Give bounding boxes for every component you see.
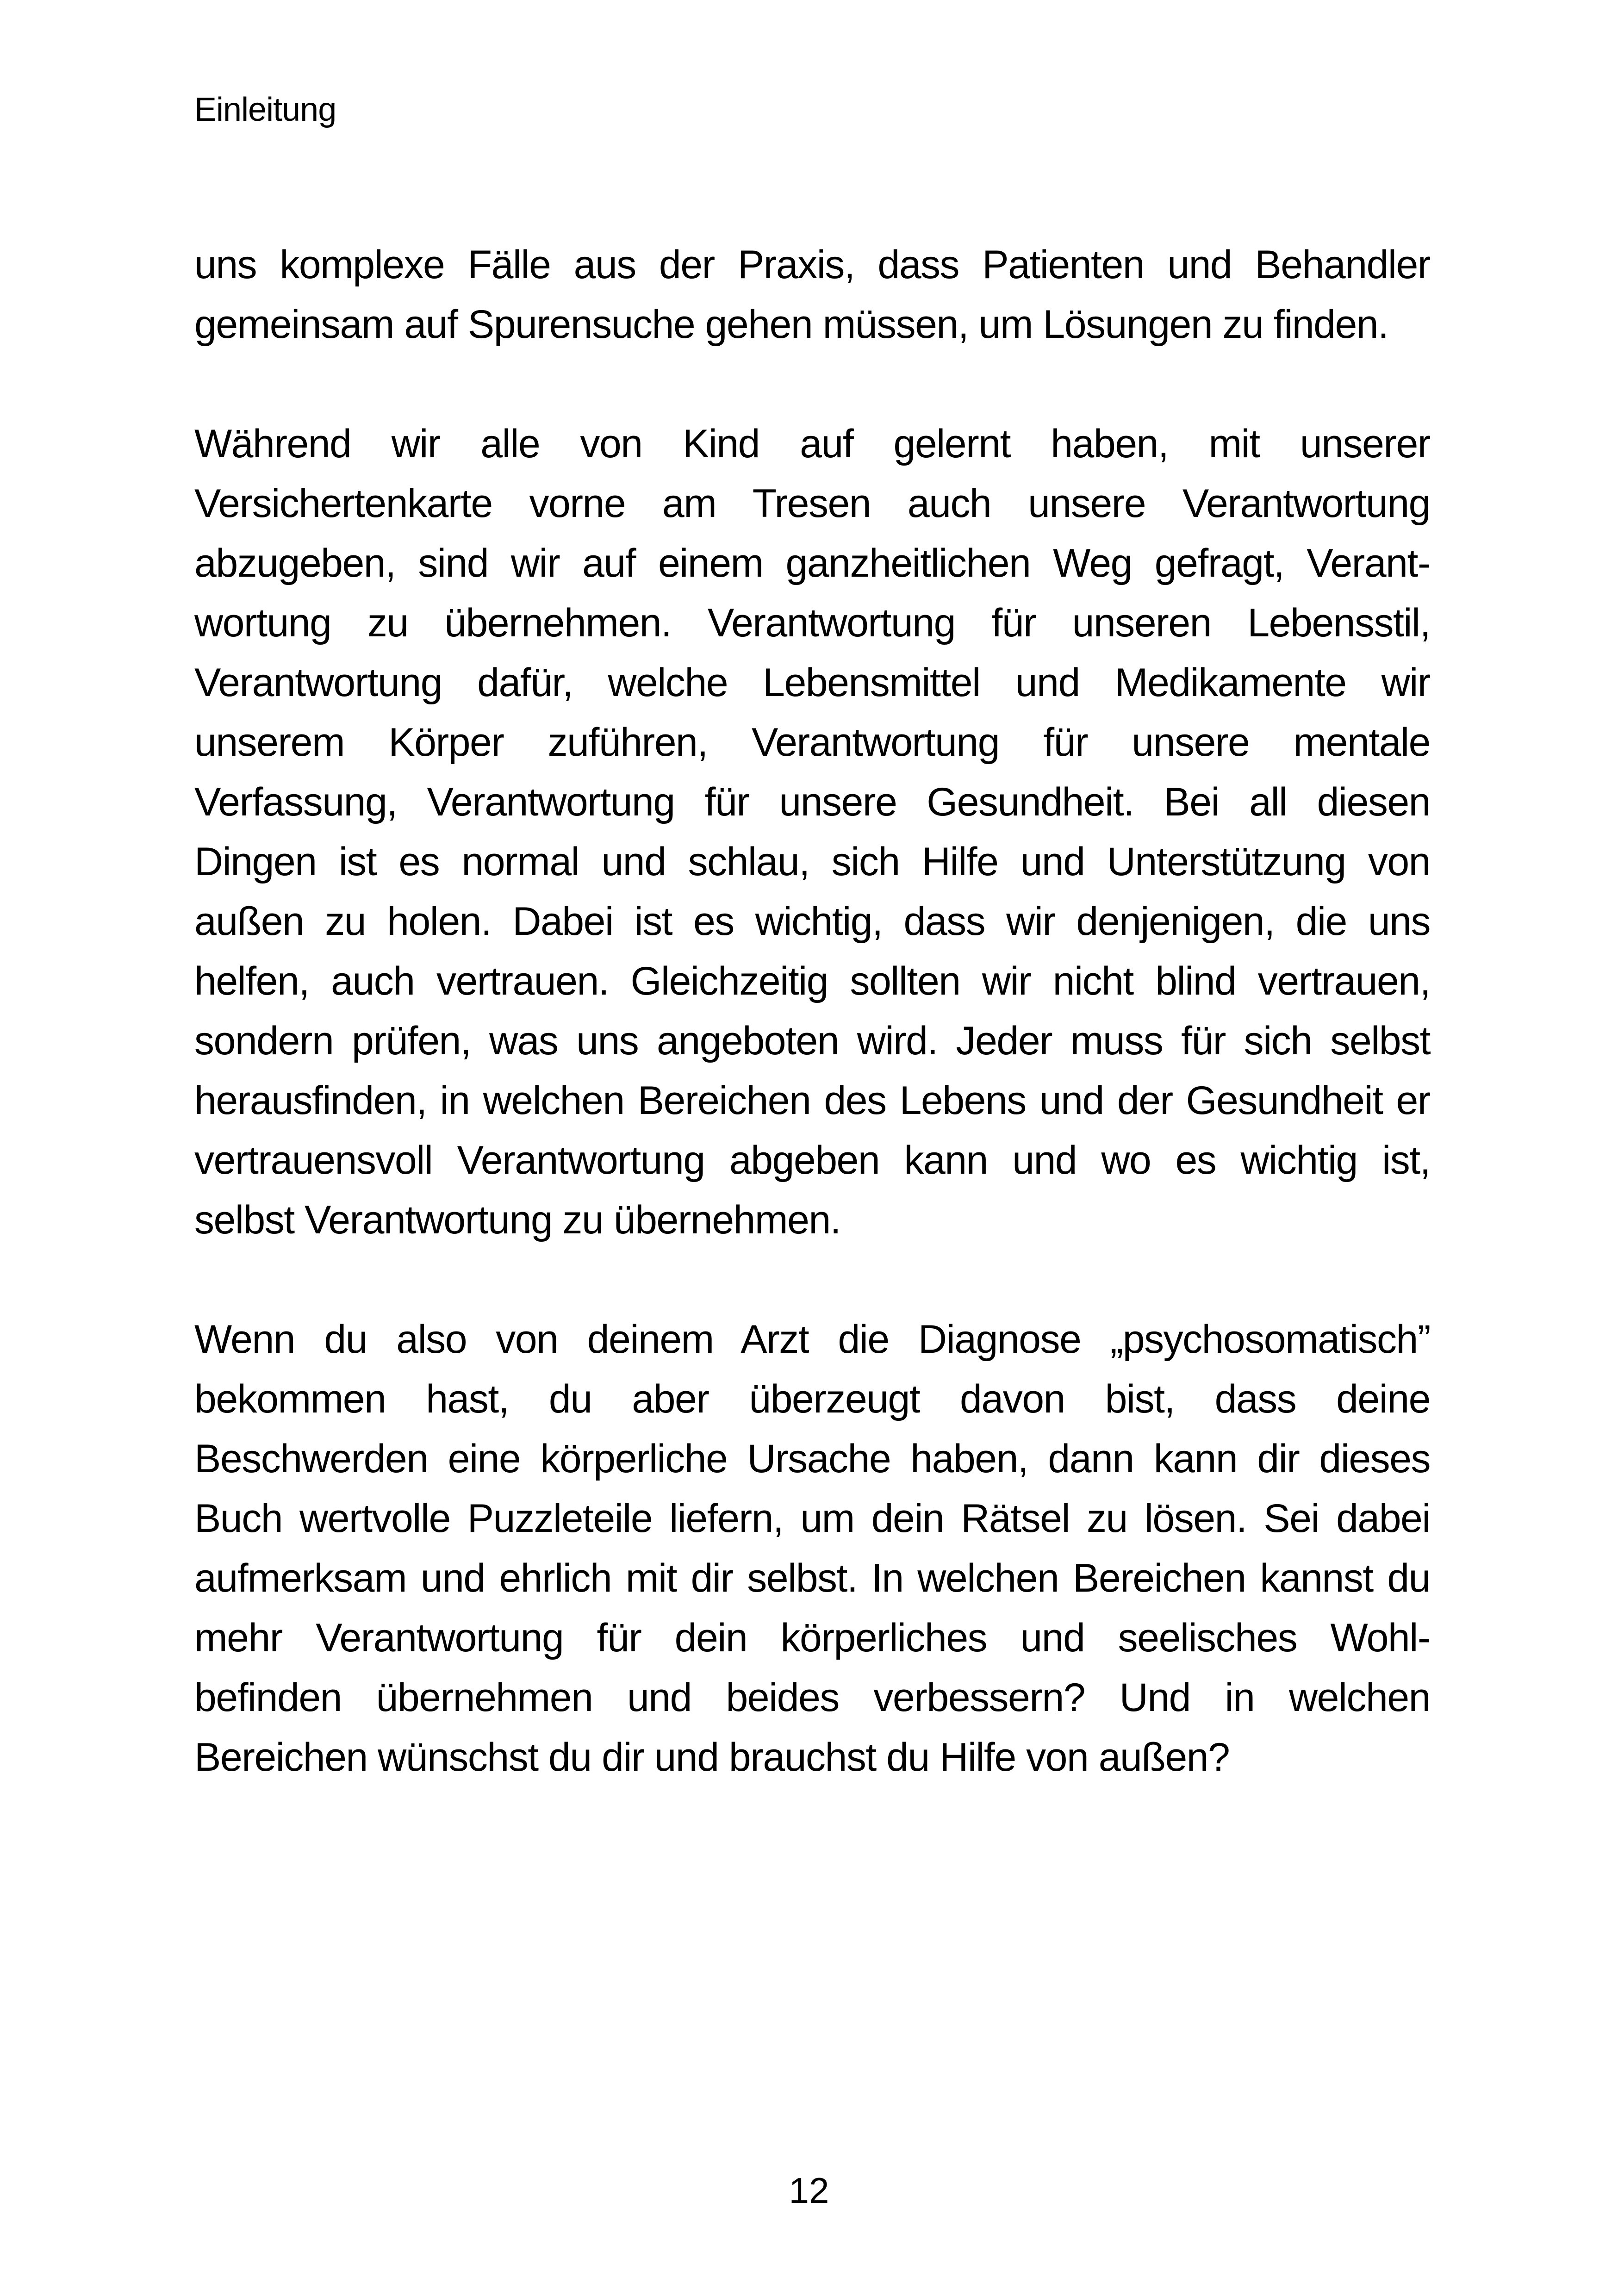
running-header: Einleitung xyxy=(194,91,336,128)
text-line: Beschwerden eine körperliche Ursache haben, dann kann dir dieses xyxy=(194,1437,1430,1481)
text-line: Verantwortung dafür, welche Lebensmittel und Medikamente wir xyxy=(194,660,1430,705)
text-line: helfen, auch vertrauen. Gleichzeitig sollten wir nicht blind vertrauen, xyxy=(194,959,1430,1003)
paragraph-1 xyxy=(194,235,1430,355)
text-line: bekommen hast, du aber überzeugt davon bist, dass deine xyxy=(194,1377,1430,1421)
paragraph-2 xyxy=(194,414,1430,1250)
text-line: uns komplexe Fälle aus der Praxis, dass Patienten und Behandler xyxy=(194,243,1430,287)
text-line: befinden übernehmen und beides verbessern? Und in welchen xyxy=(194,1675,1430,1720)
text-line: sondern prüfen, was uns angeboten wird. Jeder muss für sich selbst xyxy=(194,1019,1430,1063)
text-line: abzugeben, sind wir auf einem ganzheitlichen Weg gefragt, Verant- xyxy=(194,541,1430,585)
text-line: herausfinden, in welchen Bereichen des Lebens und der Gesundheit er xyxy=(194,1078,1430,1123)
text-line: Verfassung, Verantwortung für unsere Gesundheit. Bei all diesen xyxy=(194,780,1430,824)
paragraph-gap xyxy=(194,1250,1430,1310)
text-line: aufmerksam und ehrlich mit dir selbst. In welchen Bereichen kannst du xyxy=(194,1556,1430,1600)
text-line: Buch wertvolle Puzzleteile liefern, um dein Rätsel zu lösen. Sei dabei xyxy=(194,1496,1430,1541)
text-line: Versichertenkarte vorne am Tresen auch unsere Verantwortung xyxy=(194,481,1430,526)
text-line: selbst Verantwortung zu übernehmen. xyxy=(194,1198,841,1242)
text-line: Während wir alle von Kind auf gelernt haben, mit unserer xyxy=(194,422,1430,466)
paragraph-gap xyxy=(194,355,1430,414)
text-line: gemeinsam auf Spurensuche gehen müssen, um Lösungen zu finden. xyxy=(194,302,1388,347)
text-line: wortung zu übernehmen. Verantwortung für unseren Lebensstil, xyxy=(194,601,1430,645)
text-line: außen zu holen. Dabei ist es wichtig, dass wir denjenigen, die uns xyxy=(194,899,1430,944)
text-line: mehr Verantwortung für dein körperliches und seelisches Wohl- xyxy=(194,1616,1430,1660)
text-line: Bereichen wünschst du dir und brauchst du Hilfe von außen? xyxy=(194,1735,1230,1780)
text-line: Dingen ist es normal und schlau, sich Hilfe und Unterstützung von xyxy=(194,840,1430,884)
body-text xyxy=(194,235,1430,1787)
text-line: Wenn du also von deinem Arzt die Diagnose „psychosomatisch” xyxy=(194,1317,1430,1362)
text-line: vertrauensvoll Verantwortung abgeben kann und wo es wichtig ist, xyxy=(194,1138,1430,1182)
paragraph-3 xyxy=(194,1310,1430,1787)
page-number: 12 xyxy=(789,2170,829,2211)
text-line: unserem Körper zuführen, Verantwortung für unsere mentale xyxy=(194,720,1430,765)
